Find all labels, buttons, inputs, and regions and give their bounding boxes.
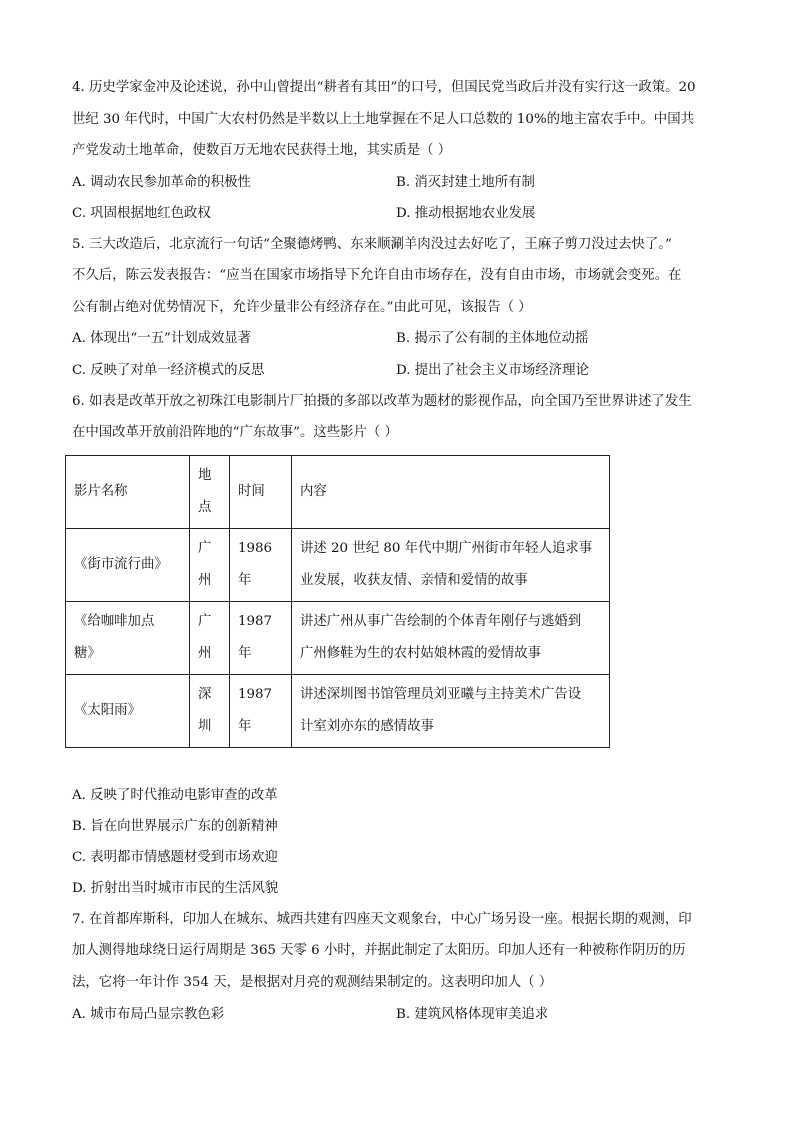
q6-stem-line-1: 6. 如表是改革开放之初珠江电影制片厂拍摄的多部以改革为题材的影视作品，向全国乃至世界讲述了发生	[72, 394, 692, 409]
place-cell: 广 州	[190, 529, 230, 602]
q5-stem-line-1: 5. 三大改造后，北京流行一句话“全聚德烤鸭、东来顺涮羊肉没过去好吃了，王麻子剪刀没过去快了。”	[72, 237, 672, 252]
table-row	[66, 675, 610, 748]
q7-stem-line-2: 加人测得地球绕日运行周期是 365 天零 6 小时，并据此制定了太阳历。印加人还有一种被称作阴历的历	[72, 943, 686, 958]
place-cell: 深 圳	[190, 675, 230, 748]
q4-option-a: A. 调动农民参加革命的积极性	[72, 175, 251, 190]
q6-option-d: D. 折射出当时城市市民的生活风貌	[72, 881, 279, 896]
q5-option-c: C. 反映了对单一经济模式的反思	[72, 363, 265, 378]
year-cell: 1986 年	[230, 529, 292, 602]
header-content: 内容	[292, 456, 610, 529]
q6-stem-line-2: 在中国改革开放前沿阵地的“广东故事”。这些影片（ ）	[72, 425, 398, 440]
q4-stem-line-3: 产党发动土地革命，使数百万无地农民获得土地，其实质是（ ）	[72, 143, 452, 158]
place-cell: 广 州	[190, 602, 230, 675]
year-cell: 1987 年	[230, 602, 292, 675]
q4-stem-line-2: 世纪 30 年代时，中国广大农村仍然是半数以上土地掌握在不足人口总数的 10%的地主富农手中。中国共	[72, 112, 694, 127]
film-name-cell: 《太阳雨》	[66, 675, 190, 748]
q5-option-a: A. 体现出“一五”计划成效显著	[72, 331, 252, 346]
q6-option-c: C. 表明都市情感题材受到市场欢迎	[72, 850, 278, 865]
film-name-cell: 《给咖啡加点 糖》	[66, 602, 190, 675]
film-table-header-row	[66, 456, 610, 529]
q6-option-a: A. 反映了时代推动电影审查的改革	[72, 788, 278, 803]
year-cell: 1987 年	[230, 675, 292, 748]
content-cell: 讲述广州从事广告绘制的个体青年刚仔与逃婚到 广州修鞋为生的农村姑娘林霞的爱情故事	[292, 602, 610, 675]
q6-option-b: B. 旨在向世界展示广东的创新精神	[72, 819, 278, 834]
q4-stem-line-1: 4. 历史学家金冲及论述说，孙中山曾提出“耕者有其田”的口号，但国民党当政后并没有实行这一政策。20	[72, 80, 696, 95]
q7-option-a: A. 城市布局凸显宗教色彩	[72, 1007, 225, 1022]
header-time: 时间	[230, 456, 292, 529]
header-place: 地 点	[190, 456, 230, 529]
content-cell: 讲述 20 世纪 80 年代中期广州街市年轻人追求事 业发展，收获友情、亲情和爱情的故事	[292, 529, 610, 602]
table-row	[66, 602, 610, 675]
q4-option-b: B. 消灭封建土地所有制	[396, 175, 535, 190]
q5-stem-line-3: 公有制占绝对优势情况下，允许少量非公有经济存在。”由此可见，该报告（ ）	[72, 300, 532, 315]
q4-option-d: D. 推动根据地农业发展	[396, 206, 536, 221]
q7-stem-line-1: 7. 在首都库斯科，印加人在城东、城西共建有四座天文观象台，中心广场另设一座。根据长期的观测，印	[72, 912, 692, 927]
table-row	[66, 529, 610, 602]
q5-option-d: D. 提出了社会主义市场经济理论	[396, 363, 589, 378]
q5-stem-line-2: 不久后，陈云发表报告：“应当在国家市场指导下允许自由市场存在，没有自由市场，市场就会变死。在	[72, 268, 682, 283]
q4-option-c: C. 巩固根据地红色政权	[72, 206, 211, 221]
film-name-cell: 《街市流行曲》	[66, 529, 190, 602]
content-cell: 讲述深圳图书馆管理员刘亚曦与主持美术广告设 计室刘亦东的感情故事	[292, 675, 610, 748]
q7-option-b: B. 建筑风格体现审美追求	[396, 1007, 549, 1022]
q7-stem-line-3: 法，它将一年计作 354 天，是根据对月亮的观测结果制定的。这表明印加人（ ）	[72, 975, 553, 990]
film-table	[65, 455, 610, 748]
q5-option-b: B. 揭示了公有制的主体地位动摇	[396, 331, 589, 346]
header-film-name: 影片名称	[66, 456, 190, 529]
